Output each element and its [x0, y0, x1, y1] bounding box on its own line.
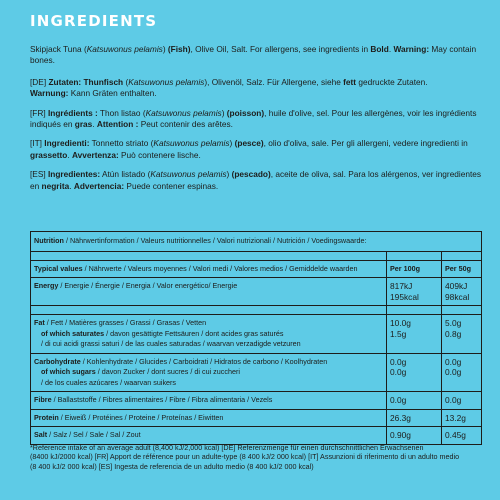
nutrition-row-fibre — [31, 392, 481, 410]
ingredients-de: [DE] Zutaten: Thunfisch (Katsuwonus pelamis), Olivenöl, Salz. Für Allergene, siehe fett gedruckte Zutaten. Warnung: Kann Gräten enthalten. — [30, 76, 428, 99]
protein-per-50g: 13.2g — [445, 412, 466, 423]
ingredients-it: [IT] Ingredienti: Tonnetto striato (Katsuwonus pelamis) (pesce), olio d'oliva, sale. Per gli allergeni, vedere ingredienti in grassetto. Avvertenza: Può contenere lische. — [30, 138, 468, 160]
nutrition-spacer — [31, 306, 481, 315]
nutrition-row-fat — [31, 315, 481, 354]
col-per-100g: Per 100g — [387, 261, 442, 278]
typical-values-label: Typical values / Nährwerte / Valeurs moyennes / Valori medi / Valores medios / Gemiddelde waarden — [31, 261, 387, 278]
fat-label: Fat / Fett / Matières grasses / Grassi / Grasas / Vetten of which saturates / davon gesättigte Fettsäuren / dont acides gras saturés / di cui acidi grassi saturi / de las cuales saturadas / waarvan verzadigde vetzuren — [31, 315, 387, 353]
fibre-per-50g: 0.0g — [445, 395, 462, 405]
nutrition-columns-row — [31, 261, 481, 279]
energy-per-50g: 409kJ 98kcal — [445, 281, 470, 302]
nutrition-header: Nutrition / Nährwertinformation / Valeurs nutritionnelles / Valori nutrizionali / Nutrición / Voedingswaarde: — [34, 236, 367, 245]
energy-label: Energy / Energie / Énergie / Energia / Valor energético/ Energie — [31, 278, 387, 305]
salt-label: Salt / Salz / Sel / Sale / Sal / Zout — [31, 427, 387, 444]
ingredients-es: [ES] Ingredientes: Atún listado (Katsuwonus pelamis) (pescado), aceite de oliva, sal. Para los alérgenos, ver ingredientes en negrita. Advertencia: Puede contener espinas. — [30, 169, 482, 191]
nutrition-row-energy — [31, 278, 481, 306]
nutrition-row-protein — [31, 410, 481, 428]
nutrition-spacer — [31, 252, 481, 261]
carbohydrate-label: Carbohydrate / Kohlenhydrate / Glucides / Carboidrati / Hidratos de carbono / Koolhydraten of which sugars / davon Zucker / dont sucres / di cui zuccheri / de los cuales azúcares / waarvan suikers — [31, 354, 387, 392]
ingredients-block — [30, 44, 482, 200]
protein-label: Protein / Eiweiß / Protéines / Proteine / Proteínas / Eiwitten — [31, 410, 387, 427]
carbohydrate-per-100g: 0.0g 0.0g — [387, 354, 442, 392]
ingredients-title: INGREDIENTS — [30, 12, 158, 30]
salt-per-100g: 0.90g — [387, 427, 442, 444]
col-per-50g: Per 50g — [445, 263, 471, 273]
energy-per-100g: 817kJ 195kcal — [387, 278, 442, 305]
nutrition-row-salt — [31, 427, 481, 444]
ingredients-en: Skipjack Tuna (Katsuwonus pelamis) (Fish), Olive Oil, Salt. For allergens, see ingredients in Bold. Warning: May contain bones. — [30, 44, 477, 66]
sugars-label: of which sugars / davon Zucker / dont sucres / di cui zuccheri — [41, 367, 240, 376]
fibre-label: Fibre / Ballaststoffe / Fibres alimentaires / Fibre / Fibra alimentaria / Vezels — [31, 392, 387, 409]
fat-per-50g: 5.0g 0.8g — [445, 318, 462, 339]
nutrition-row-carbohydrate — [31, 354, 481, 393]
protein-per-100g: 26.3g — [387, 410, 442, 427]
ingredients-fr: [FR] Ingrédients : Thon listao (Katsuwonus pelamis) (poisson), huile d'olive, sel. Pour les allergènes, voir les ingrédients indiqués en gras. Attention : Peut contenir des arêtes. — [30, 107, 477, 130]
fat-per-100g: 10.0g 1.5g — [387, 315, 442, 353]
saturates-label: of which saturates / davon gesättigte Fettsäuren / dont acides gras saturés — [41, 328, 284, 338]
carbohydrate-per-50g: 0.0g 0.0g — [445, 356, 462, 377]
fibre-per-100g: 0.0g — [387, 392, 442, 409]
reference-intake-footnote: *Reference intake of an average adult (8,400 kJ/2,000 kcal) [DE] Referenzmenge für einen durchschnittlichen Erwachsenen (8400 kJ/2000 kcal) [FR] Apport de référence pour un adulte-type (8 400 kJ/2 000 kcal) [IT] Assunzioni di riferimento di un adulto medio (8 400 kJ/2 000 kcal) [ES] Ingesta de referencia de un adulto medio (8 400 kJ/2 000 kcal) — [30, 443, 460, 471]
nutrition-header-row — [31, 232, 481, 252]
nutrition-table — [30, 231, 482, 445]
salt-per-50g: 0.45g — [445, 430, 466, 440]
